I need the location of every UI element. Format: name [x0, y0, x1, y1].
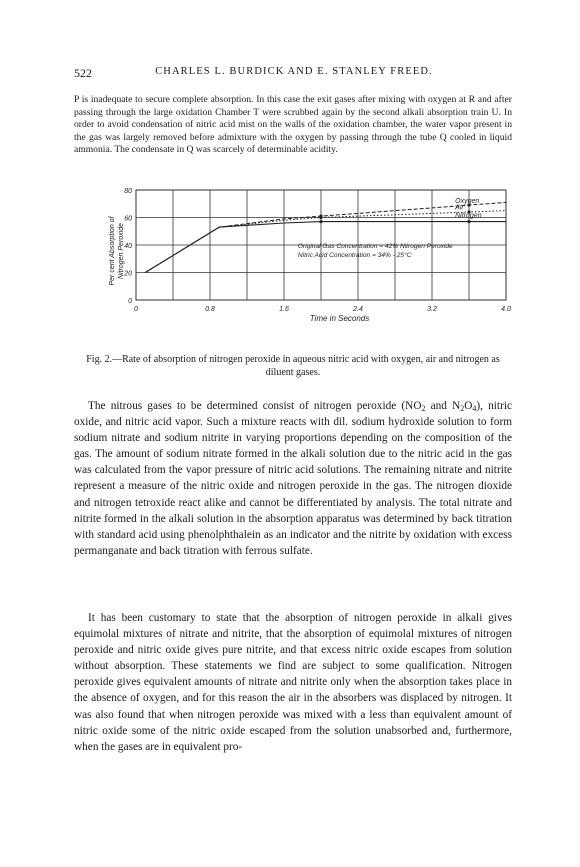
x-tick-label: 0.8: [205, 306, 215, 313]
y-tick-label: 0: [128, 298, 132, 305]
paragraph-nitrous-gases: [74, 398, 512, 559]
absorption-rate-chart: [74, 182, 514, 354]
y-axis-label: [109, 215, 125, 285]
para2-sub-1: 2: [421, 404, 426, 413]
x-tick-label: 3.2: [427, 306, 437, 313]
curve-label-nitrogen: Nitrogen: [455, 212, 482, 220]
caption-lead: Fig. 2.: [86, 354, 113, 365]
chart-annotation-line: Nitric Acid Concentration = 34% - 25°C: [297, 251, 412, 259]
para2-part-1: The nitrous gases to be determined consist of nitrogen peroxide (NO: [88, 400, 422, 412]
page-number: 522: [74, 66, 92, 80]
para2-part-2: and N: [425, 400, 461, 412]
caption-text: —Rate of absorption of nitrogen peroxide in aqueous nitric acid with oxygen, air and nitrogen as diluent gases.: [112, 354, 500, 378]
para2-part-3: O: [464, 400, 473, 412]
chart-curves: [145, 202, 506, 272]
figure-caption: [74, 354, 512, 379]
curve-air: [145, 211, 506, 273]
y-tick-label: 20: [124, 270, 132, 278]
x-axis-label: Time in Seconds: [309, 314, 370, 323]
paragraph-absorption-customary: It has been customary to state that the absorption of nitrogen peroxide in alkali gives equimolal mixtures of nitrate and nitrite, that the absorption of equimolal mixtures of nitrogen peroxide and nitric oxide gives pure nitrite, and that excess nitric oxide escapes from solution without absorption. These statements we find are subject to some qualification. Nitrogen peroxide gives equivalent amounts of nitrate and nitrite only when the absorption takes place in the absence of oxygen, and for this reason the air in the absorbers was displaced by nitrogen. It was also found that when nitrogen peroxide was mixed with a less than equivalent amount of nitric oxide some of the nitric oxide escaped from the solution unabsorbed and, furthermore, when the gases are in equivalent pro-: [74, 612, 512, 753]
figure-2: [74, 182, 514, 382]
x-tick-label: 2.4: [353, 306, 363, 313]
para2-sub-2: 2: [460, 404, 465, 413]
data-point-air: [319, 216, 322, 219]
curve-label-air: Air: [455, 204, 464, 212]
y-tick-label: 80: [124, 188, 132, 195]
data-point-nitrogen: [319, 220, 322, 223]
y-axis-label-line-2: Nitrogen Peroxide: [118, 222, 125, 280]
y-tick-label: 40: [124, 243, 132, 250]
paragraph-apparatus: P is inadequate to secure complete absorption. In this case the exit gases after mixing with oxygen at R and after passing through the large oxidation Chamber T were scrubbed again by the second alkali absorption train U. In order to avoid condensation of nitric acid mist on the walls of the oxidation chamber, the water vapor present in the gas was largely removed before admixture with the oxygen by passing through the tube Q cooled in liquid ammonia. The condensate in Q was scarcely of determinable acidity.: [74, 94, 512, 156]
y-axis-label-line-1: Per cent Absorption of: [109, 216, 116, 286]
para2-sub-3: 4: [472, 404, 477, 413]
y-tick-label: 60: [124, 215, 132, 223]
x-tick-label: 1.6: [279, 306, 289, 313]
page-header: [74, 66, 514, 80]
para2-part-4: ), nitric oxide, and nitric acid vapor. Such a mixture reacts with dil. sodium hydroxide solution to form sodium nitrate and sodium nitrite in varying proportions depending on the composition of the gas. The amount of sodium nitrate formed in the alkali solution due to the nitric acid in the gas was calculated from the vapor pressure of nitric acid solutions. The remaining nitrate and nitrite represent a measure of the nitric oxide and nitrogen peroxide in the gas. The nitrogen dioxide and nitrogen tetroxide react alike and cannot be differentiated by analysis. The total nitrate and nitrite formed in the alkali solution in the absorption apparatus was determined by back titration with standard acid using phenolphthalein as an indicator and the nitrite by oxidation with excess permanganate and back titration with ferrous sulfate.: [74, 400, 512, 557]
x-tick-label: 4.0: [501, 306, 511, 313]
chart-labels: [109, 188, 511, 323]
x-tick-label: 0: [134, 306, 138, 313]
data-point-nitrogen: [467, 220, 470, 223]
chart-annotation-line: Original Gas Concentration = 42% Nitrogen Peroxide: [297, 242, 453, 250]
running-head: CHARLES L. BURDICK AND E. STANLEY FREED.: [155, 66, 433, 77]
curve-label-oxygen: Oxygen: [455, 197, 480, 205]
